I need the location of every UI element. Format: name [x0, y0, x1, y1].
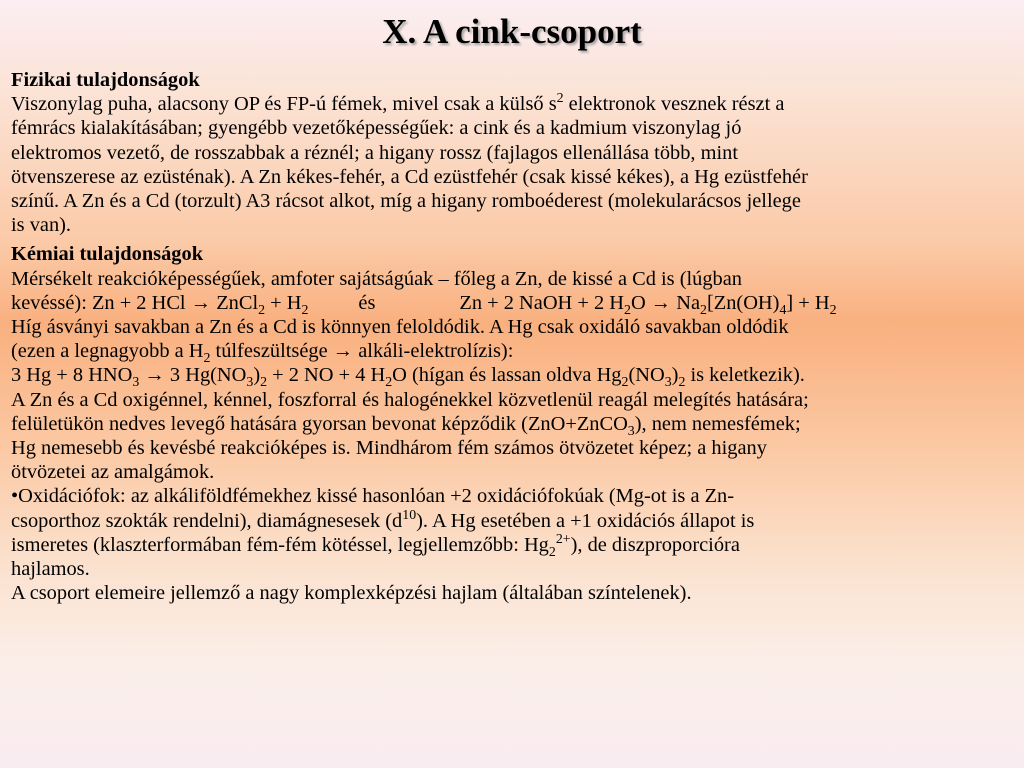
text-fragment: ZnCl	[211, 291, 259, 314]
text-line	[11, 412, 1016, 439]
text-fragment: + H	[265, 291, 302, 314]
text-fragment: O (hígan és lassan oldva Hg	[392, 364, 622, 387]
text-line: elektromos vezető, de rosszabbak a réznél; a higany rossz (fajlagos ellenállása több, mint	[11, 141, 739, 164]
equation-line	[11, 291, 1016, 318]
text-fragment: felületükön nedves levegő hatására gyorsan bevonat képződik (ZnO+ZnCO	[11, 412, 628, 435]
subscript: 2	[203, 351, 211, 367]
text-fragment: Na	[671, 291, 701, 314]
text-fragment: csoporthoz szokták rendelni), diamágnesesek (d	[11, 509, 403, 532]
bullet-item: •Oxidációfok: az alkáliföldfémekhez kissé hasonlóan +2 oxidációfokúak (Mg-ot is a Zn-	[11, 485, 735, 508]
arrow-icon: →	[144, 364, 165, 387]
text-fragment: )	[253, 364, 261, 387]
arrow-icon: →	[190, 291, 212, 314]
text-line	[11, 92, 1016, 116]
text-fragment: Zn + 2 NaOH + 2 H	[459, 291, 624, 314]
text-line: is van).	[11, 214, 72, 237]
subscript: 2	[258, 302, 266, 318]
text-fragment: + 2 NO + 4 H	[267, 364, 386, 387]
physical-heading: Fizikai tulajdonságok	[11, 69, 200, 91]
text-fragment: 3 Hg + 8 HNO	[11, 364, 133, 387]
page-title: X. A cink-csoport	[382, 12, 642, 51]
text-fragment: alkáli-elektrolízis):	[353, 340, 514, 363]
subscript: 2	[385, 375, 393, 391]
subscript: 4	[779, 302, 787, 318]
subscript: 2	[301, 302, 309, 318]
text-line: ötvenszerese az ezüsténak). A Zn kékes-fehér, a Cd ezüstfehér (csak kissé kékes), a Hg ezüstfehér	[11, 165, 808, 188]
equation-line	[11, 363, 1016, 391]
subscript: 3	[664, 375, 672, 391]
text-fragment: túlfeszültsége	[210, 340, 333, 363]
text-line: színű. A Zn és a Cd (torzult) A3 rácsot alkot, míg a higany romboéderest (molekularácsos jellege	[11, 190, 801, 213]
superscript: 10	[402, 507, 417, 523]
subscript: 3	[627, 423, 635, 439]
text-fragment: és	[358, 291, 376, 314]
text-fragment: (NO	[628, 364, 665, 387]
text-line	[11, 509, 1016, 533]
subscript: 2	[260, 375, 268, 391]
superscript: 2	[556, 91, 564, 107]
text-fragment: Viszonylag puha, alacsony OP és FP-ú fémek, mivel csak a külső s	[11, 93, 557, 116]
chemical-section	[11, 242, 1016, 605]
subscript: 2	[700, 302, 707, 318]
text-fragment: ismeretes (klaszterformában fém-fém kötéssel, legjellemzőbb: Hg	[11, 533, 549, 556]
text-fragment: ] + H	[786, 291, 830, 314]
text-fragment: [Zn(OH)	[706, 291, 780, 314]
subscript: 2	[678, 375, 686, 391]
text-fragment: 3 Hg(NO	[164, 364, 247, 387]
text-fragment: O	[630, 291, 651, 314]
text-line: hajlamos.	[11, 558, 90, 581]
text-line: Hg nemesebb és kevésbé reakcióképes is. Mindhárom fém számos ötvözetet képez; a higany	[11, 437, 767, 460]
arrow-icon: →	[650, 291, 672, 314]
subscript: 2	[829, 302, 837, 318]
text-fragment: ), de diszproporcióra	[570, 533, 740, 556]
text-line: fémrács kialakításában; gyengébb vezetőképességűek: a cink és a kadmium viszonylag jó	[11, 117, 742, 140]
text-line: A Zn és a Cd oxigénnel, kénnel, foszforral és halogénekkel közvetlenül reagál melegítés hatására;	[11, 388, 809, 411]
subscript: 2	[624, 302, 631, 318]
subscript: 3	[132, 375, 140, 391]
text-line: Híg ásványi savakban a Zn és a Cd is könnyen feloldódik. A Hg csak oxidáló savakban oldódik	[11, 316, 789, 339]
text-fragment: kevéssé): Zn + 2 HCl	[11, 291, 191, 314]
physical-section	[11, 68, 1016, 237]
text-line: ötvözetei az amalgámok.	[11, 461, 215, 484]
text-fragment: elektronok vesznek részt a	[563, 93, 785, 116]
text-line: Mérsékelt reakcióképességűek, amfoter sajátságúak – főleg a Zn, de kissé a Cd is (lúgban	[11, 267, 742, 290]
text-fragment: )	[671, 364, 679, 387]
subscript: 2	[548, 544, 556, 560]
text-line	[11, 339, 1016, 367]
chemical-heading: Kémiai tulajdonságok	[11, 243, 204, 266]
superscript: 2+	[555, 532, 571, 548]
subscript: 2	[621, 375, 629, 391]
subscript: 3	[246, 375, 254, 391]
text-fragment: ), nem nemesfémek;	[634, 412, 801, 435]
text-fragment: (ezen a legnagyobb a H	[11, 340, 204, 363]
slide-body	[11, 68, 1016, 605]
text-line	[11, 532, 1016, 560]
text-fragment: ). A Hg esetében a +1 oxidációs állapot is	[416, 509, 755, 532]
arrow-icon: →	[332, 340, 354, 363]
text-line: A csoport elemeire jellemző a nagy komplexképzési hajlam (általában színtelenek).	[11, 582, 692, 605]
text-fragment: is keletkezik).	[685, 364, 805, 387]
